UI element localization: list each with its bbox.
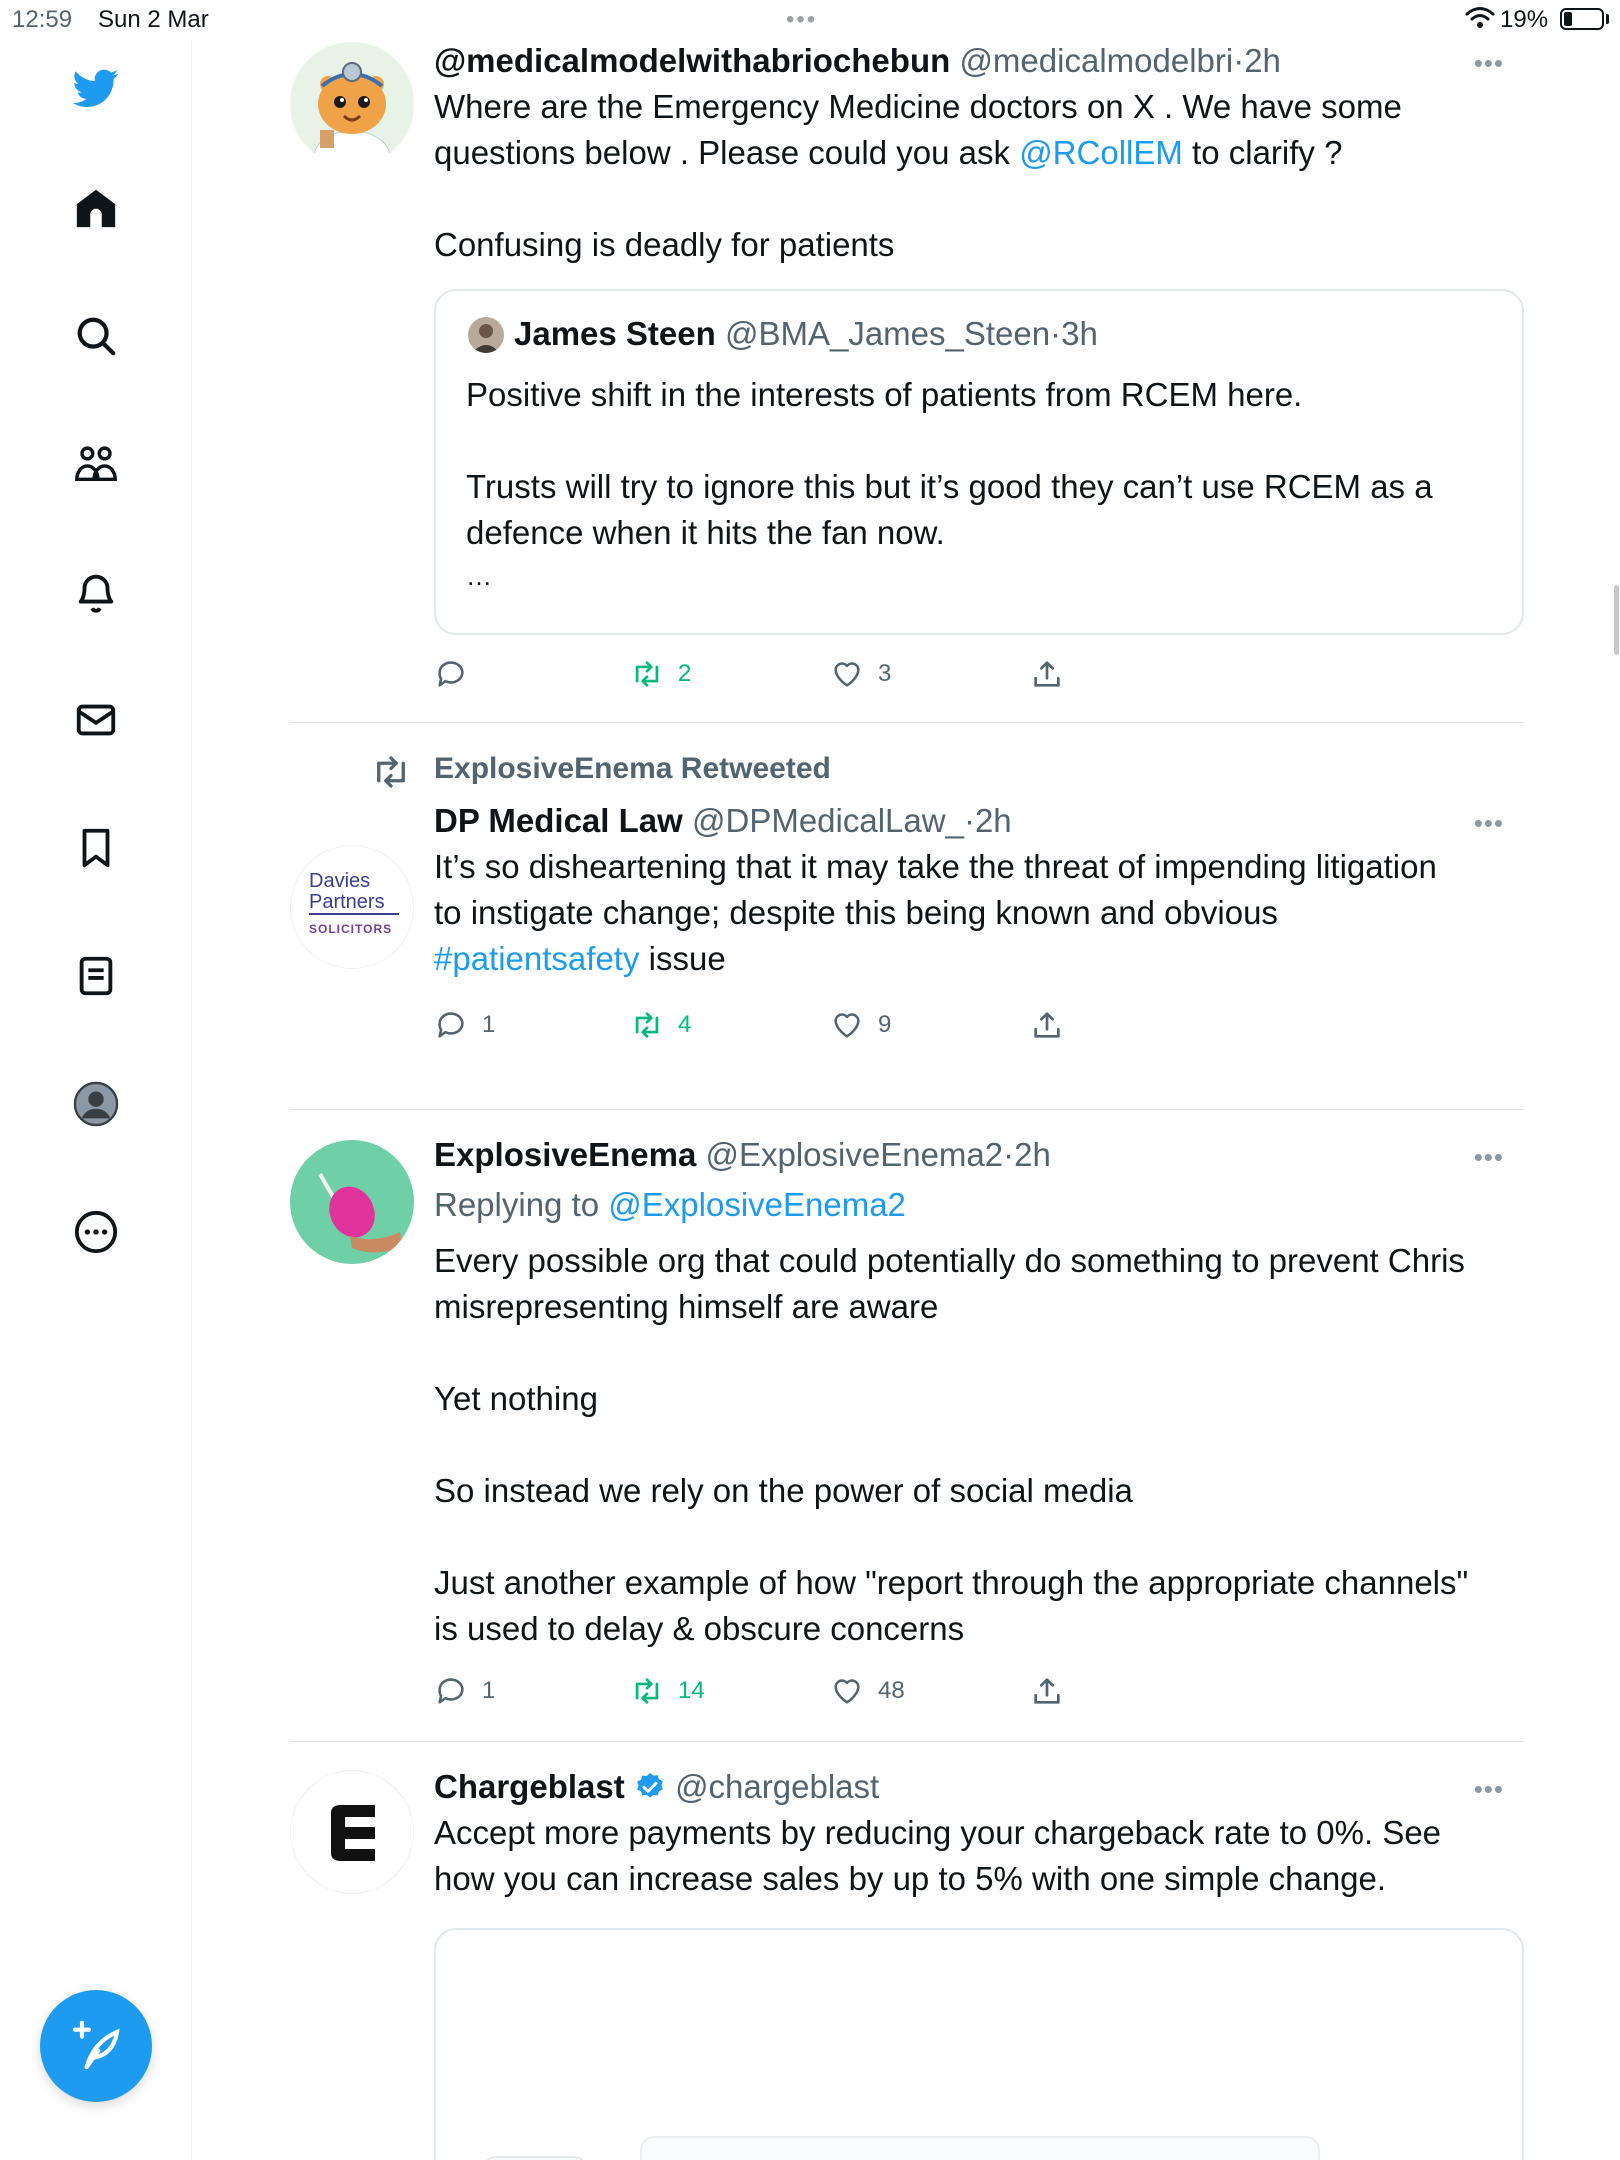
tweet-time[interactable]: 2h [974, 802, 1012, 839]
search-icon[interactable] [70, 310, 122, 362]
chargeblast-logo-image [291, 1771, 414, 1894]
quoted-text [466, 372, 1506, 596]
share-icon [1030, 1008, 1064, 1042]
verified-badge-icon [634, 1771, 666, 1803]
ad-media-app-icon [482, 2156, 588, 2160]
like-count: 48 [878, 1677, 905, 1704]
share-button[interactable] [1030, 1671, 1064, 1711]
tweet-avatar[interactable] [290, 1140, 414, 1264]
reply-button[interactable] [434, 1005, 495, 1045]
retweet-icon [630, 657, 664, 691]
author-handle[interactable]: @ExplosiveEnema2 [705, 1136, 1004, 1173]
hashtag-link[interactable]: #patientsafety [434, 940, 640, 977]
tweet-text-span: issue [639, 940, 726, 977]
tweet[interactable] [290, 1110, 1524, 1742]
battery-tip [1606, 14, 1609, 24]
tweet-text-line: Accept more payments by reducing your chargeback rate to 0%. See [434, 1814, 1442, 1851]
heart-icon [830, 1008, 864, 1042]
tweet-text [434, 1810, 1504, 1902]
like-button[interactable] [830, 1005, 891, 1045]
share-button[interactable] [1030, 654, 1064, 694]
tweet-text-line: So instead we rely on the power of social media [434, 1472, 1133, 1509]
tweet-header [434, 1134, 1504, 1176]
separator-dot: · [1003, 1136, 1015, 1173]
status-bar [0, 0, 1620, 40]
separator-dot: · [1050, 315, 1062, 352]
ad-media-panel [640, 2136, 1320, 2160]
tweet-avatar[interactable] [290, 42, 414, 166]
tweet-text [434, 84, 1504, 268]
share-icon [1030, 1674, 1064, 1708]
author-name[interactable]: ExplosiveEnema [434, 1136, 697, 1173]
tweet-text [434, 1238, 1504, 1652]
tweet-text-line: Confusing is deadly for patients [434, 226, 895, 263]
compose-tweet-button[interactable] [40, 1990, 152, 2102]
author-name[interactable]: DP Medical Law [434, 802, 683, 839]
author-handle[interactable]: @DPMedicalLaw_ [691, 802, 964, 839]
mention-link[interactable]: @RCollEM [1019, 134, 1183, 171]
retweet-count: 4 [678, 1011, 692, 1038]
tweet-text-line [434, 936, 1504, 982]
more-options-icon[interactable]: ••• [1473, 48, 1504, 78]
tweet-text-span: questions below . Please could you ask [434, 134, 1020, 171]
retweet-icon [630, 1008, 664, 1042]
reply-count: 1 [482, 1677, 496, 1704]
quoted-text-line: defence when it hits the fan now. [466, 514, 945, 551]
tweet-time[interactable]: 2h [1014, 1136, 1051, 1173]
heart-icon [830, 657, 864, 691]
bookmark-icon[interactable] [70, 822, 122, 874]
retweet-icon [630, 1674, 664, 1708]
retweeted-indicator-icon [370, 751, 412, 793]
share-button[interactable] [1030, 1005, 1064, 1045]
author-handle[interactable]: @chargeblast [675, 1768, 880, 1805]
sidebar-nav [0, 40, 192, 2160]
tweet[interactable] [290, 723, 1524, 1109]
communities-icon[interactable] [70, 438, 122, 490]
reply-count: 1 [482, 1011, 496, 1038]
tweet-avatar[interactable] [290, 1770, 414, 1894]
tweet-actions [434, 1671, 1334, 1711]
battery-icon [1560, 8, 1604, 30]
messages-envelope-icon[interactable] [70, 694, 122, 746]
tweet-header [434, 1766, 1504, 1808]
status-date: Sun 2 Mar [98, 6, 209, 33]
home-icon[interactable] [70, 182, 122, 234]
retweet-button[interactable] [630, 654, 691, 694]
tweet-actions [434, 1005, 1334, 1045]
like-count: 9 [878, 1011, 892, 1038]
notifications-bell-icon[interactable] [70, 566, 122, 618]
separator-dot: · [1233, 42, 1245, 79]
tweet-text-line: Where are the Emergency Medicine doctors on X . We have some [434, 88, 1402, 125]
like-button[interactable] [830, 1671, 905, 1711]
lists-icon[interactable] [70, 950, 122, 1002]
compose-feather-icon [68, 2018, 124, 2074]
quoted-author-name: James Steen [514, 315, 716, 352]
replying-to [434, 1184, 1504, 1226]
doctor-bun-avatar-image [290, 42, 414, 166]
replying-to-label: Replying to [434, 1186, 609, 1223]
tweet-text [434, 844, 1504, 982]
quoted-header [514, 313, 1098, 355]
tweet[interactable] [290, 40, 1524, 723]
tweet-avatar[interactable] [290, 845, 414, 969]
tweet-text-line: is used to delay & obscure concerns [434, 1610, 965, 1647]
replying-to-link[interactable]: @ExplosiveEnema2 [608, 1186, 906, 1223]
like-count: 3 [878, 660, 892, 687]
logo-line: Partners [309, 892, 399, 915]
tweet-text-line: It’s so disheartening that it may take the threat of impending litigation [434, 848, 1437, 885]
tweet-text-line: how you can increase sales by up to 5% with one simple change. [434, 1860, 1387, 1897]
more-options-icon[interactable]: ••• [1473, 1774, 1504, 1804]
more-options-icon[interactable]: ••• [1473, 1142, 1504, 1172]
reply-button[interactable] [434, 654, 482, 694]
tweet-text-line: misrepresenting himself are aware [434, 1288, 939, 1325]
multitasking-dots[interactable]: ••• [786, 6, 818, 33]
quoted-author-handle: @BMA_James_Steen [724, 315, 1051, 352]
retweet-button[interactable] [630, 1005, 691, 1045]
quoted-text-line: Positive shift in the interests of patients from RCEM here. [466, 376, 1303, 413]
more-circle-icon[interactable] [70, 1206, 122, 1258]
status-time: 12:59 [12, 6, 73, 33]
quoted-time: 3h [1061, 315, 1098, 352]
reply-icon [434, 1008, 468, 1042]
quoted-text-ellipsis: … [466, 561, 492, 591]
enema-bulb-avatar-image [290, 1140, 414, 1264]
retweet-count: 14 [678, 1677, 705, 1704]
logo-line: Davies [309, 870, 371, 892]
tweet-text-line: Yet nothing [434, 1380, 598, 1417]
heart-icon [830, 1674, 864, 1708]
logo-line: SOLICITORS [309, 922, 393, 936]
retweet-button[interactable] [630, 1671, 705, 1711]
author-name[interactable]: Chargeblast [434, 1768, 625, 1805]
reply-button[interactable] [434, 1671, 495, 1711]
quoted-text-line: Trusts will try to ignore this but it’s good they can’t use RCEM as a [466, 468, 1433, 505]
retweeted-by-label[interactable]: ExplosiveEnema Retweeted [434, 752, 831, 785]
tweet-text-line: Just another example of how "report through the appropriate channels" [434, 1564, 1469, 1601]
ad-media-card[interactable] [434, 1928, 1524, 2160]
reply-icon [434, 657, 468, 691]
tweet-text-line: to instigate change; despite this being known and obvious [434, 894, 1278, 931]
battery-percent: 19% [1500, 6, 1549, 33]
davies-partners-logo [309, 871, 399, 940]
author-handle[interactable]: @medicalmodelbri [959, 42, 1234, 79]
tweet-actions [434, 654, 1334, 694]
tweet-time[interactable]: 2h [1244, 42, 1281, 79]
more-options-icon[interactable]: ••• [1473, 808, 1504, 838]
reply-icon [434, 1674, 468, 1708]
profile-avatar-icon[interactable] [70, 1078, 122, 1130]
tweet-text-span: to clarify ? [1182, 134, 1343, 171]
retweet-count: 2 [678, 660, 692, 687]
tweet-text-line [434, 130, 1504, 176]
quoted-tweet[interactable] [434, 289, 1524, 635]
quoted-author-avatar [468, 317, 504, 353]
share-icon [1030, 657, 1064, 691]
tweet[interactable] [290, 1742, 1524, 2160]
twitter-logo-icon[interactable] [70, 62, 122, 114]
scrollbar[interactable] [1614, 585, 1619, 655]
wifi-icon [1465, 6, 1495, 30]
tweet-header [434, 40, 1504, 82]
like-button[interactable] [830, 654, 891, 694]
separator-dot: · [963, 802, 975, 839]
tweet-text-line: Every possible org that could potentially do something to prevent Chris [434, 1242, 1465, 1279]
tweet-header [434, 800, 1504, 842]
author-name[interactable]: @medicalmodelwithabriochebun [434, 42, 951, 79]
